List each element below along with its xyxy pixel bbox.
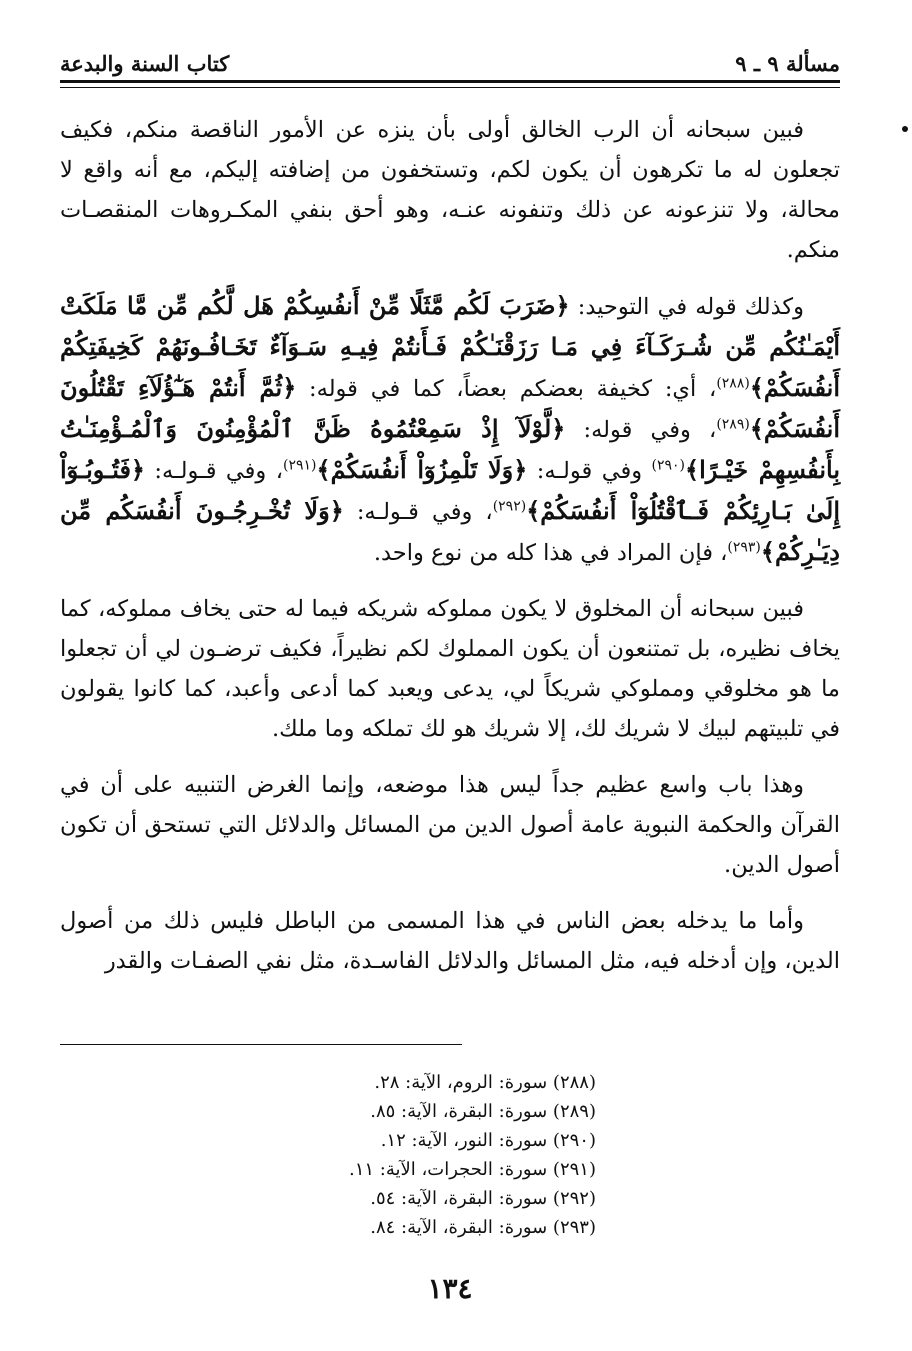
page-number: ١٣٤ (427, 1272, 473, 1305)
text-run: ، فإن المراد في هذا كله من نوع واحد. (373, 540, 728, 566)
text-run: ، وفي قـولـه: (343, 499, 493, 525)
book-page (60, 0, 840, 1351)
text-run: وكذلك قوله في التوحيد: (569, 294, 805, 320)
footnote-ref: (٢٨٨) (716, 375, 750, 392)
footnotes (60, 1068, 840, 1242)
footnote-rule (60, 1044, 462, 1045)
footnote-ref: (٢٨٩) (716, 416, 750, 433)
footnote: (٢٩١) سورة: الحجرات، الآية: ١١. (348, 1159, 596, 1180)
issue-number: مسألة ٩ ـ ٩ (735, 51, 840, 76)
quran-verse: ﴿ضَرَبَ لَكُم مَّثَلًا مِّنْ أَنفُسِكُمْ هَل لَّكُم مِّن مَّا مَلَكَتْ أَيْمَـٰنُكُم مِّن شُـرَكَـآءَ فِي مَـا رَزَقْنَـٰكُمْ فَـأَنتُمْ فِيـهِ سَـوَآءٌ تَخَـافُـونَهُمْ كَخِيفَتِكُمْ أَنفُسَكُمْ﴾ (60, 291, 840, 402)
quran-verse: ﴿وَلَا تُخْـرِجُـونَ أَنفُسَكُم مِّن دِيَـٰرِكُمْ﴾ (60, 496, 840, 566)
quran-verse: ﴿فَتُـوبُـوٓاْ إِلَىٰ بَـارِئِكُمْ فَـٱقْتُلُوٓاْ أَنفُسَكُمْ﴾ (60, 455, 840, 525)
paragraph: فبين سبحانه أن المخلوق لا يكون مملوكه شريكه فيما له حتى يخاف مملوكه، كما يخاف نظيره، بل تمتنعون أن يكون المملوك لكم نظيراً، فكيف ترضـون لي أن تجعلوا ما هو مخلوقي ومملوكي شريكاً لي، يدعى ويعبد كما أدعى وأعبد، كما كانوا يقولون في تلبيتهم لبيك لا شريك لك، إلا شريك هو لك تملكه وما ملك. (60, 596, 840, 742)
quran-verse: ﴿وَلَا تَلْمِزُوٓاْ أَنفُسَكُمْ﴾ (316, 455, 528, 484)
footnote: (٢٨٩) سورة: البقرة، الآية: ٨٥. (370, 1101, 596, 1122)
text-run: ، وفي قوله: (565, 417, 717, 443)
paragraph: وهذا باب واسع عظيم جداً ليس هذا موضعه، وإنما الغرض التنبيه على أن في القرآن والحكمة النبوية عامة أصول الدين من المسائل والدلائل التي تستحق أن تكون أصول الدين. (60, 772, 840, 878)
footnote-ref: (٢٩٠) (651, 457, 686, 474)
footnote-ref: (٢٩٣) (727, 539, 761, 556)
paragraph: فبين سبحانه أن الرب الخالق أولى بأن ينزه عن الأمور الناقصة منكم، فكيف تجعلون له ما تكرهون أن يكون لكم، وتستخفون من إضافته إليكم، مع أنه واقع لا محالة، ولا تنزعونه عن ذلك وتنفونه عنـه، وهو أحق بنفي المكـروهات المنقصـات منكم. (60, 117, 840, 263)
footnote: (٢٩٠) سورة: النور، الآية: ١٢. (380, 1130, 596, 1151)
footnote: (٢٨٨) سورة: الروم، الآية: ٢٨. (374, 1072, 596, 1093)
footnote: (٢٩٣) سورة: البقرة، الآية: ٨٤. (370, 1217, 596, 1238)
book-title: كتاب السنة والبدعة (60, 51, 230, 76)
quran-verse: ﴿لَّوْلَآ إِذْ سَمِعْتُمُوهُ ظَنَّ ٱلْمُؤْمِنُونَ وَٱلْمُـؤْمِنَـٰتُ بِأَنفُسِهِمْ خَيْـرًا﴾ (60, 414, 840, 484)
header-rule (60, 80, 840, 83)
text-run: وفي قولـه: (527, 458, 652, 484)
paragraph: وأما ما يدخله بعض الناس في هذا المسمى من الباطل فليس ذلك من أصول الدين، وإن أدخله فيه، مثل المسائل والدلائل الفاسـدة، مثل نفي الصفـات والقدر (60, 908, 840, 974)
main-text (60, 110, 840, 997)
footnote: (٢٩٢) سورة: البقرة، الآية: ٥٤. (370, 1188, 596, 1209)
footnote-ref: (٢٩١) (283, 457, 317, 474)
header-rule-thin (60, 87, 840, 88)
footnote-ref: (٢٩٢) (492, 498, 527, 515)
text-run: ، وفي قـولـه: (144, 458, 284, 484)
paragraph-with-verses (60, 286, 840, 573)
quran-verse: ﴿ثُمَّ أَنتُمْ هَـٰٓؤُلَآءِ تَقْتُلُونَ أَنفُسَكُمْ﴾ (60, 373, 840, 443)
margin-mark (902, 126, 908, 132)
running-header (60, 42, 840, 76)
text-run: ، أي: كخيفة بعضكم بعضاً، كما في قوله: (296, 376, 717, 402)
